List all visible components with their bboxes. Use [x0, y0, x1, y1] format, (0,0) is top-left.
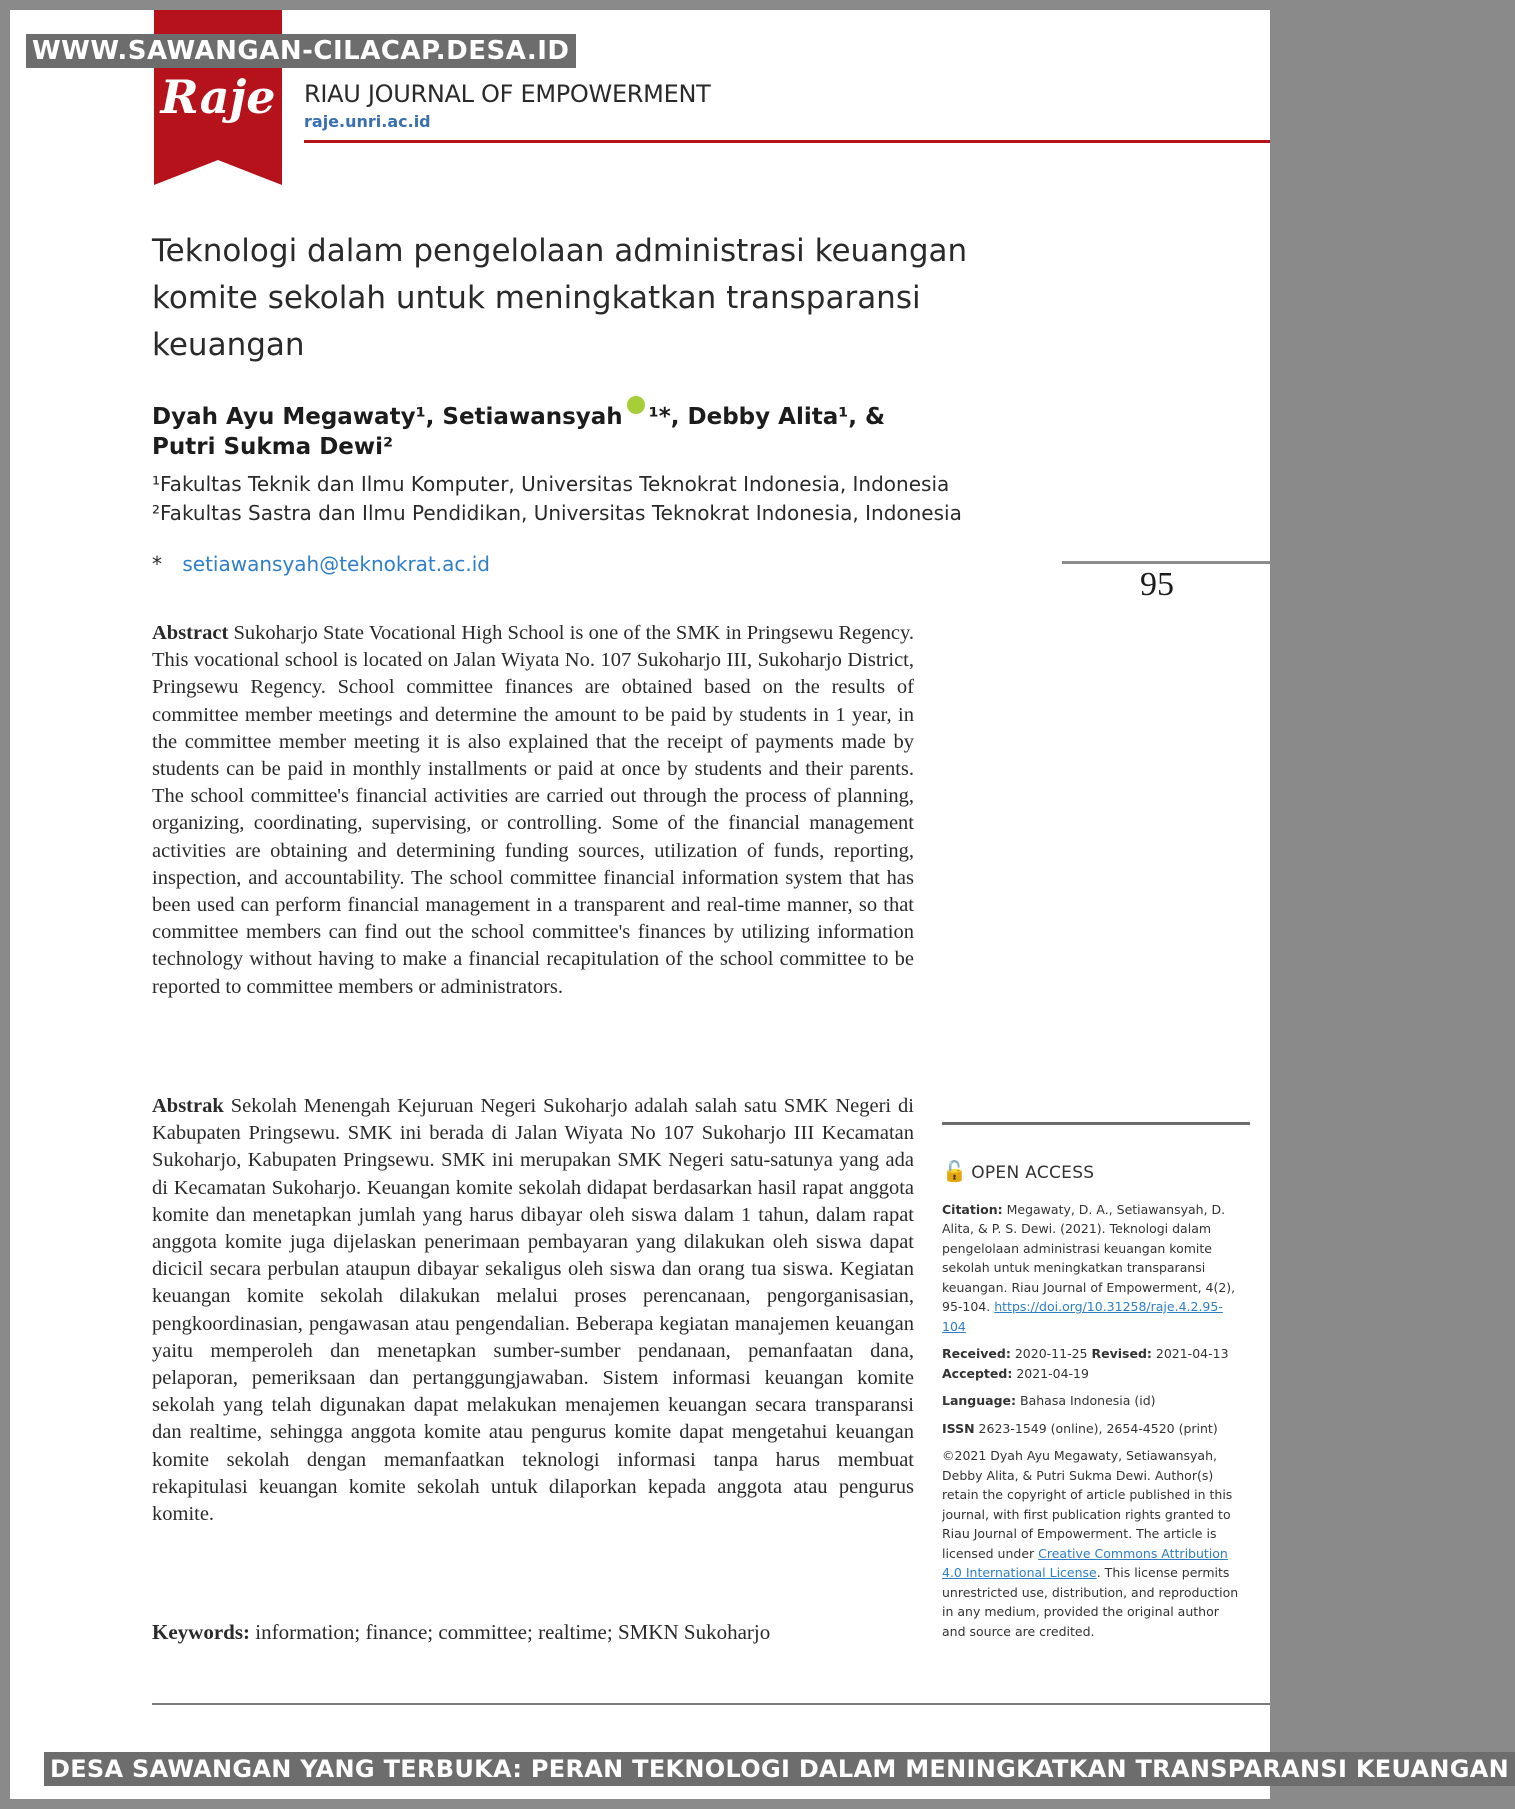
license-link[interactable]: Creative Commons Attribution 4.0 International License: [942, 1545, 1228, 1580]
abstract-english: [152, 620, 914, 1001]
citation-label: Citation:: [942, 1201, 1003, 1217]
corresponding-email: [152, 552, 490, 576]
abstract-label: Abstract: [152, 622, 229, 644]
article-info-sidebar: [942, 1159, 1242, 1649]
keywords-label: Keywords:: [152, 1620, 250, 1644]
email-marker: *: [152, 552, 162, 576]
language-label: Language:: [942, 1393, 1017, 1408]
open-access-label: OPEN ACCESS: [971, 1163, 1095, 1183]
issn: [942, 1419, 1242, 1439]
copyright: [942, 1446, 1242, 1641]
citation-text: Megawaty, D. A., Setiawansyah, D. Alita, & P. S. Dewi. (2021). Teknologi dalam pengelolaan administrasi keuangan komite sekolah untuk meningkatkan transparansi keuangan. Riau Journal of Empowerment, 4(2), 95-104.: [942, 1201, 1236, 1314]
bottom-rule: [152, 1703, 1270, 1705]
issn-value: 2623-1549 (online), 2654-4520 (print): [978, 1420, 1218, 1436]
journal-name: RIAU JOURNAL OF EMPOWERMENT: [304, 80, 711, 108]
article-title: Teknologi dalam pengelolaan administrasi keuangan komite sekolah untuk meningkatkan transparansi keuangan: [152, 233, 968, 363]
authors-line-1: Dyah Ayu Megawaty¹, Setiawansyah: [152, 404, 623, 430]
watermark-bottom: DESA SAWANGAN YANG TERBUKA: PERAN TEKNOLOGI DALAM MENINGKATKAN TRANSPARANSI KEUANGAN: [44, 1752, 1515, 1786]
abstrak-label: Abstrak: [152, 1095, 224, 1117]
page-number: 95: [1140, 566, 1174, 603]
citation: [942, 1200, 1242, 1337]
authors-line-1-tail: , Debby Alita¹, &: [670, 404, 886, 430]
authors-mark: ¹*: [648, 404, 671, 430]
received-label: Received:: [942, 1346, 1011, 1361]
watermark-top: WWW.SAWANGAN-CILACAP.DESA.ID: [26, 34, 576, 68]
abstract-indonesian: [152, 1093, 914, 1528]
received-date: 2020-11-25: [1014, 1346, 1088, 1361]
open-access-heading: [942, 1159, 1242, 1184]
copyright-text: ©2021 Dyah Ayu Megawaty, Setiawansyah, Debby Alita, & Putri Sukma Dewi. Author(s) retain the copyright of article published in this journal, with first publication rights granted to Riau Journal of Empowerment. The article is licensed under: [942, 1448, 1233, 1561]
open-lock-icon: 🔓: [942, 1159, 968, 1183]
revised-date: 2021-04-13: [1155, 1346, 1229, 1361]
revised-label: Revised:: [1091, 1346, 1152, 1361]
authors-line-2: Putri Sukma Dewi²: [152, 434, 394, 460]
license-tail: . This license permits unrestricted use, distribution, and reproduction in any medium, provided the original author and source are credited.: [942, 1565, 1239, 1639]
abstrak-text: Sekolah Menengah Kejuruan Negeri Sukoharjo adalah salah satu SMK Negeri di Kabupaten Pringsewu. SMK ini berada di Jalan Wiyata No 107 Sukoharjo III Kecamatan Sukoharjo, Kabupaten Pringsewu. SMK ini merupakan SMK Negeri satu-satunya yang ada di Kecamatan Sukoharjo. Keuangan komite sekolah didapat berdasarkan hasil rapat anggota komite dan menetapkan jumlah yang harus dibayar oleh siswa dalam 1 tahun, dalam rapat anggota komite juga dijelaskan penerimaan pembayaran yang dilakukan oleh siswa dapat dicicil secara perbulan ataupun dibayar sekaligus oleh siswa dan orang tua siswa. Kegiatan keuangan komite sekolah dilakukan melalui proses perencanaan, pengorganisasian, pengkoordinasian, pengawasan atau pengendalian. Beberapa kegiatan manajemen keuangan yaitu memperoleh dan menetapkan sumber-sumber pendanaan, pemanfaatan dana, pelaporan, pemeriksaan dan pertanggungjawaban. Sistem informasi keuangan komite sekolah yang telah digunakan dapat melakukan menajemen keuangan secara transparansi dan realtime, sehingga anggota komite atau pengurus komite dapat mengetahui keuangan komite sekolah dengan memanfaatkan teknologi informasi tanpa harus membuat rekapitulasi keuangan komite sekolah untuk dilaporkan kepada anggota atau pengurus komite.: [152, 1095, 915, 1526]
sidebar-rule: [942, 1122, 1250, 1125]
header-rule: [304, 140, 1270, 143]
logo-text: Raje: [160, 70, 276, 124]
page-number-rule: [1062, 561, 1270, 564]
orcid-icon[interactable]: [627, 396, 645, 414]
dates: [942, 1344, 1242, 1383]
accepted-date: 2021-04-19: [1016, 1365, 1089, 1381]
journal-url[interactable]: raje.unri.ac.id: [304, 112, 431, 131]
email-link[interactable]: setiawansyah@teknokrat.ac.id: [182, 552, 490, 576]
abstract-text: Sukoharjo State Vocational High School is one of the SMK in Pringsewu Regency. This vocational school is located on Jalan Wiyata No. 107 Sukoharjo III, Sukoharjo District, Pringsewu Regency. School committee finances are obtained based on the results of committee member meetings and determine the amount to be paid by students in 1 year, in the committee member meeting it is also explained that the receipt of payments made by students can be paid in monthly installments or paid at once by students and their parents. The school committee's financial activities are carried out through the process of planning, organizing, coordinating, supervising, or controlling. Some of the financial management activities are obtaining and determining funding sources, utilization of funds, reporting, inspection, and accountability. The school committee financial information system that has been used can perform financial management in a transparent and real-time manner, so that committee members can find out the school committee's finances by utilizing information technology without having to make a financial recapitulation of the school committee to be reported to committee members or administrators.: [152, 622, 914, 998]
doi-link[interactable]: https://doi.org/10.31258/raje.4.2.95-104: [942, 1299, 1223, 1334]
author-list: [152, 396, 912, 462]
affiliation-1: ¹Fakultas Teknik dan Ilmu Komputer, Universitas Teknokrat Indonesia, Indonesia: [152, 472, 950, 496]
affiliations: [152, 470, 962, 528]
keywords: [152, 1620, 770, 1645]
accepted-label: Accepted:: [942, 1365, 1013, 1381]
affiliation-2: ²Fakultas Sastra dan Ilmu Pendidikan, Universitas Teknokrat Indonesia, Indonesia: [152, 501, 962, 525]
language-value: Bahasa Indonesia (id): [1020, 1393, 1156, 1408]
language: [942, 1391, 1242, 1411]
keywords-text: information; finance; committee; realtime; SMKN Sukoharjo: [255, 1620, 771, 1644]
issn-label: ISSN: [942, 1420, 975, 1436]
